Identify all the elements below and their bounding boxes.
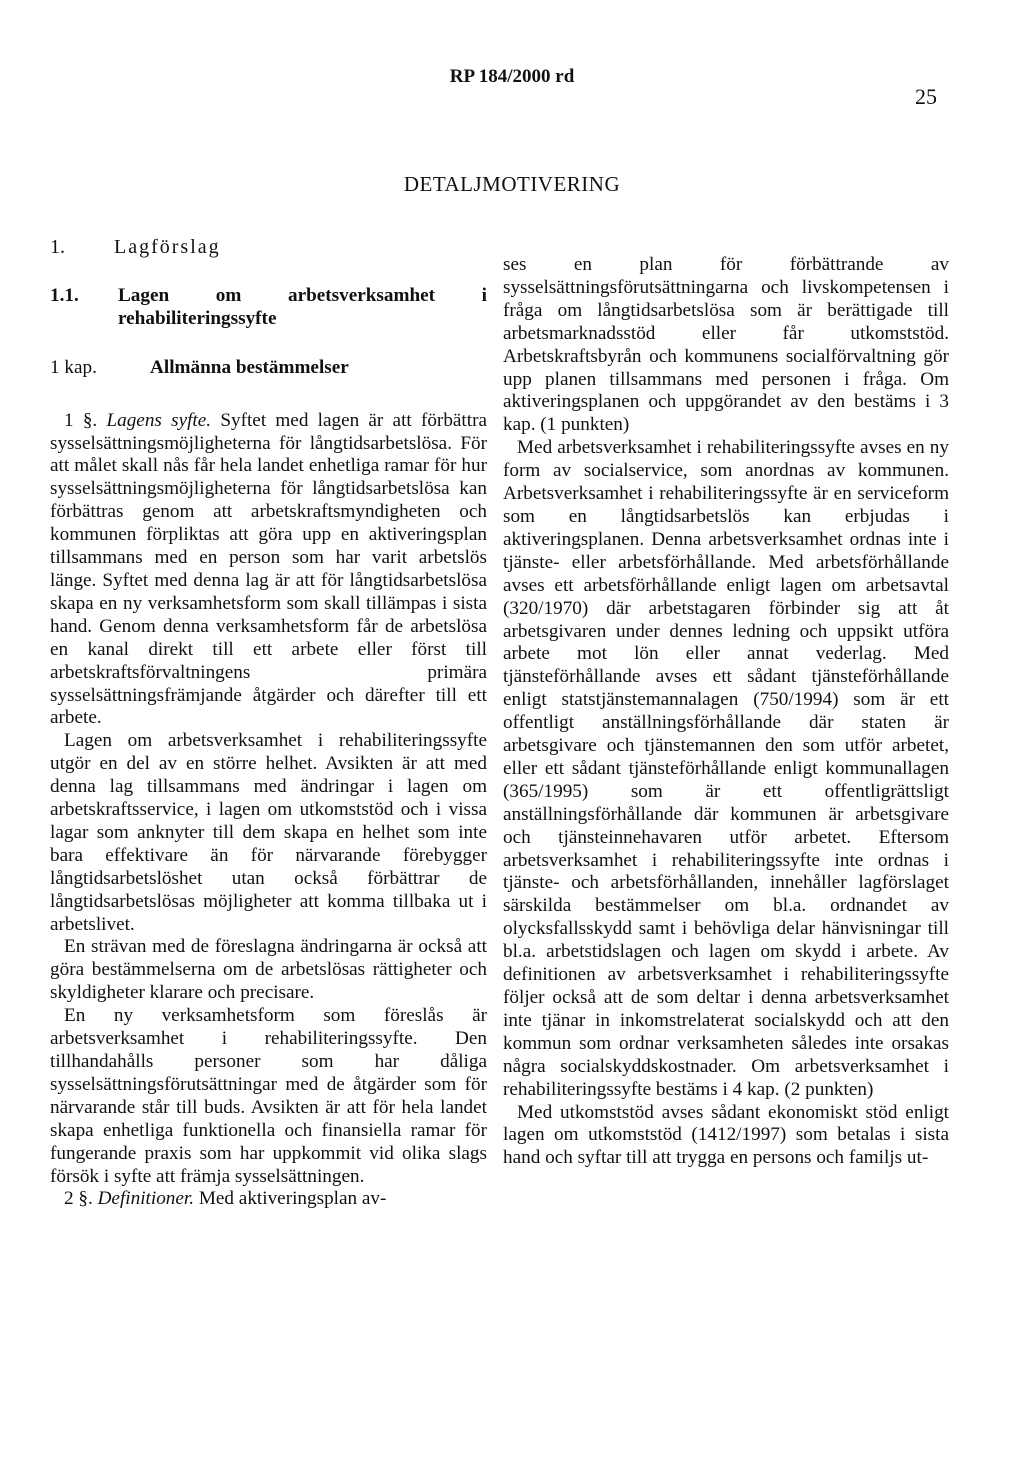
right-column: [503, 254, 949, 1170]
heading-1-1-number: 1.1.: [50, 284, 79, 306]
section-1-body: Syftet med lagen är att förbättra sysselsättningsmöjligheterna för långtidsarbetslösa. För att målet skall nås får hela landet enhetliga ramar för hur sysselsättningsmöjligheterna för långtidsarbetslösa kan förbättras genom att arbetskraftsmyndigheten och kommunen förpliktas att göra upp en aktiveringsplan tillsammans med en person som har varit arbetslös länge. Syftet med denna lag är att för långtidsarbetslösa skapa en ny verksamhetsform som skall tillämpas i sista hand. Genom denna verksamhetsform får de arbetslösa en kanal direkt till ett arbete eller först till arbetskraftsförvaltningens primära sysselsättningsfrämjande åtgärder och därefter till ett arbete.: [50, 409, 488, 729]
page-number: 25: [915, 84, 937, 109]
chapter-title: Allmänna bestämmelser: [150, 356, 349, 378]
paragraph: En ny verksamhetsform som föreslås är arbetsverksamhet i rehabiliteringssyfte. Den tillhandahålls personer som har dåliga sysselsättningsförutsättningar med de åtgärder som för närvarande står till buds. Avsikten är att för hela landet skapa enhetliga funktionella och finansiella ramar för fungerande praxis som har uppkommit vid olika slags försök i syfte att främja sysselsättningen.: [50, 1005, 487, 1187]
section-1-number: 1 §.: [64, 409, 98, 431]
paragraph-section-2: [50, 1188, 487, 1211]
paragraph: ses en plan för förbättrande av sysselsättningsförutsättningarna och livskompetensen i fråga om långtidsarbetslösa som är berättigade till arbetsmarknadsstöd eller får utkomststöd. Arbetskraftsbyrån och kommunens socialförvaltning gör upp planen tillsammans med personen i fråga. Om aktiveringsplanen och uppgörandet av den bestäms i 3 kap. (1 punkten): [503, 254, 949, 436]
left-column: [50, 236, 487, 1211]
paragraph-section-1: [50, 410, 487, 731]
heading-1: [50, 236, 487, 259]
heading-1-text: Lagförslag: [114, 236, 221, 258]
document-reference: RP 184/2000 rd: [449, 66, 575, 87]
paragraph: Med utkomststöd avses sådant ekonomiskt stöd enligt lagen om utkomststöd (1412/1997) som betalas i sista hand och syftar till att trygga en persons och familjs ut-: [503, 1101, 949, 1169]
section-2-number: 2 §.: [64, 1188, 93, 1210]
section-1-title: Lagens syfte.: [106, 409, 212, 431]
paragraph: Lagen om arbetsverksamhet i rehabiliteringssyfte utgör en del av en större helhet. Avsikten är att med denna lag tillsammans med ändringar i lagen om arbetskraftsservice, i lagen om utkomststöd och i vissa lagar som anknyter till dem skapa en helhet som inte bara effektivare än för närvarande förebygger långtidsarbetslöshet utan också förbättrar de långtidsarbetslösas möjligheter att komma tillbaka ut i arbetslivet.: [50, 730, 487, 935]
paragraph: Med arbetsverksamhet i rehabiliteringssyfte avses en ny form av socialservice, som anordnas av kommunen. Arbetsverksamhet i rehabiliteringssyfte är en serviceform som en långtidsarbetslös kan erbjudas i aktiveringsplanen. Denna arbetsverksamhet ordnas inte i tjänste- eller arbetsförhållande. Med arbetsförhållande avses ett arbetsförhållande enligt lagen om arbetsavtal (320/1970) där arbetstagaren förbinder sig att åt arbetsgivaren under dennes ledning och uppsikt utföra arbete mot lön eller annat vederlag. Med tjänsteförhållande avses ett sådant tjänsteförhållande enligt statstjänstemannalagen (750/1994) som är ett offentligt anställningsförhållande där staten är arbetsgivare och tjänstemannen den som utför arbetet, eller ett sådant tjänsteförhållande enligt kommunallagen (365/1995) som är ett offentligrättsligt anställningsförhållande där kommunen är arbetsgivare och tjänsteinnehavaren utför arbetet. Eftersom arbetsverksamhet i rehabiliteringssyfte inte ordnas i tjänste- och arbetsförhållanden, innehåller lagförslaget särskilda bestämmelser om bl.a. ordnandet av olycksfallsskydd samt i behövliga delar hänvisningar till bl.a. arbetstidslagen och lagen om skydd i arbete. Av definitionen av arbetsverksamhet i rehabiliteringssyfte följer också att de som deltar i denna arbetsverksamhet inte tjänar in inkomstrelaterat socialskydd och att den kommun som ordnar verksamheten således inte orsakas några socialskyddskostnader. Om arbetsverksamhet i rehabiliteringssyfte bestäms i 4 kap. (2 punkten): [503, 437, 949, 1100]
chapter-number: 1 kap.: [50, 356, 97, 378]
chapter-heading: [50, 357, 487, 380]
section-title: DETALJMOTIVERING: [403, 172, 621, 196]
heading-1-1-text: Lagen om arbetsverksamhet i rehabiliteringssyfte: [118, 284, 487, 329]
section-2-title: Definitioner.: [97, 1188, 195, 1210]
section-2-body: Med aktiveringsplan av-: [198, 1188, 387, 1210]
paragraph: En strävan med de föreslagna ändringarna är också att göra bestämmelserna om de arbetslösas rättigheter och skyldigheter klarare och precisare.: [50, 936, 487, 1004]
heading-1-number: 1.: [50, 236, 65, 258]
heading-1-1: [50, 285, 487, 331]
